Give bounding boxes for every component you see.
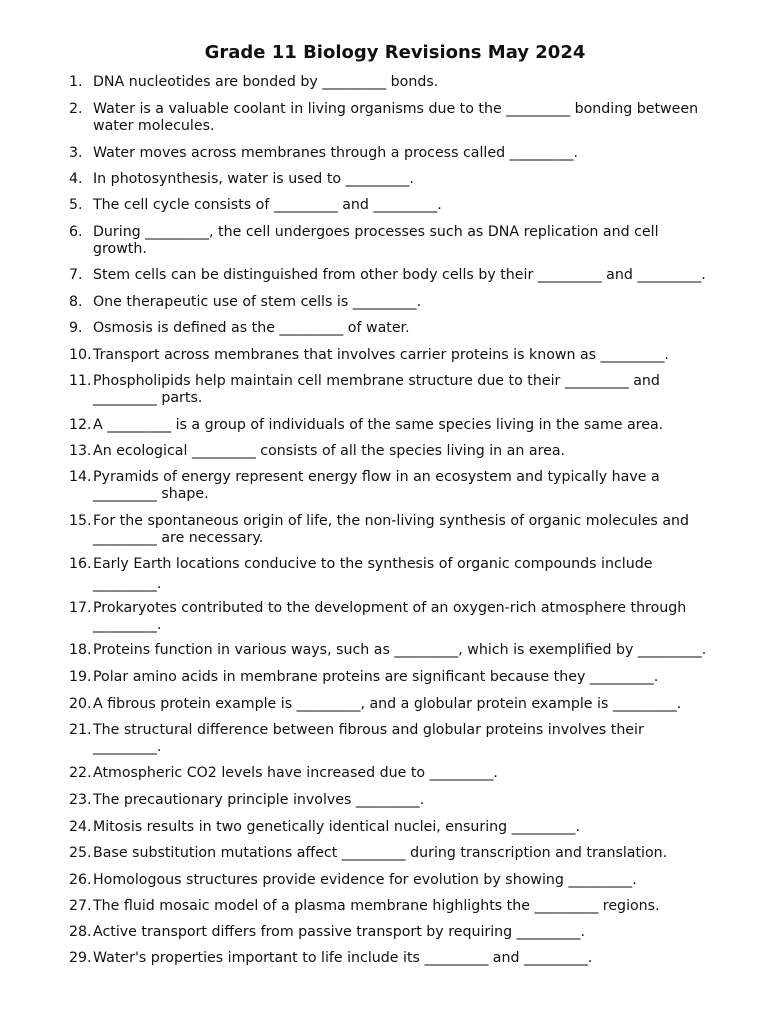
question-text [93, 600, 729, 634]
question-line: _________ shape. [93, 486, 209, 502]
question-text [93, 950, 729, 967]
question-line: Base substitution mutations affect _________ during transcription and translation. [93, 845, 668, 861]
question-line: An ecological _________ consists of all the species living in an area. [93, 443, 566, 459]
question-line: Prokaryotes contributed to the development of an oxygen-rich atmosphere through [93, 600, 687, 616]
question-text [93, 347, 729, 364]
question-line: water molecules. [93, 118, 215, 134]
question-text [93, 556, 729, 593]
question-number: 9. [69, 320, 83, 336]
question-line: During _________, the cell undergoes processes such as DNA replication and cell [93, 224, 659, 240]
question-line: Transport across membranes that involves carrier proteins is known as _________. [93, 347, 669, 363]
question-number: 17. [69, 600, 92, 616]
question-text [93, 171, 729, 188]
question-text [93, 513, 729, 547]
question-line: _________. [93, 576, 162, 592]
question-line: _________. [93, 617, 162, 633]
question-line: growth. [93, 241, 147, 257]
question-text [93, 74, 729, 91]
question-text [93, 819, 729, 836]
question-number: 29. [69, 950, 92, 966]
question-line: One therapeutic use of stem cells is _________. [93, 294, 422, 310]
question-number: 16. [69, 556, 92, 572]
question-line: Osmosis is defined as the _________ of water. [93, 320, 410, 336]
question-text [93, 101, 729, 135]
question-text [93, 696, 729, 713]
question-line: _________. [93, 739, 162, 755]
question-text [93, 845, 729, 862]
question-number: 21. [69, 722, 92, 738]
question-line: A _________ is a group of individuals of the same species living in the same area. [93, 417, 664, 433]
question-line: The fluid mosaic model of a plasma membrane highlights the _________ regions. [93, 898, 660, 914]
question-line: _________ parts. [93, 390, 203, 406]
question-text [93, 145, 729, 162]
question-line: In photosynthesis, water is used to _________. [93, 171, 414, 187]
question-line: Water's properties important to life include its _________ and _________. [93, 950, 593, 966]
question-line: Phospholipids help maintain cell membrane structure due to their _________ and [93, 373, 660, 389]
question-text [93, 792, 729, 809]
question-text [93, 765, 729, 782]
question-line: The precautionary principle involves _________. [93, 792, 425, 808]
question-line: DNA nucleotides are bonded by _________ bonds. [93, 74, 439, 90]
question-number: 4. [69, 171, 83, 187]
question-number: 13. [69, 443, 92, 459]
page-title: Grade 11 Biology Revisions May 2024 [204, 42, 586, 63]
question-number: 1. [69, 74, 83, 90]
question-line: Pyramids of energy represent energy flow in an ecosystem and typically have a [93, 469, 660, 485]
question-number: 8. [69, 294, 83, 310]
question-number: 15. [69, 513, 92, 529]
question-text [93, 197, 729, 214]
question-number: 6. [69, 224, 83, 240]
question-number: 3. [69, 145, 83, 161]
question-number: 7. [69, 267, 83, 283]
question-text [93, 469, 729, 503]
question-number: 26. [69, 872, 92, 888]
question-line: Proteins function in various ways, such as _________, which is exemplified by _________. [93, 642, 707, 658]
question-line: Active transport differs from passive transport by requiring _________. [93, 924, 586, 940]
question-number: 27. [69, 898, 92, 914]
question-text [93, 924, 729, 941]
question-text [93, 294, 729, 311]
question-text [93, 898, 729, 915]
question-line: Water moves across membranes through a process called _________. [93, 145, 578, 161]
question-number: 23. [69, 792, 92, 808]
question-text [93, 224, 729, 258]
question-number: 25. [69, 845, 92, 861]
question-line: The structural difference between fibrous and globular proteins involves their [93, 722, 644, 738]
question-line: Atmospheric CO2 levels have increased due to _________. [93, 765, 498, 781]
question-number: 19. [69, 669, 92, 685]
question-text [93, 417, 729, 434]
question-number: 5. [69, 197, 83, 213]
question-text [93, 642, 729, 659]
question-line: The cell cycle consists of _________ and _________. [93, 197, 442, 213]
question-text [93, 722, 729, 756]
question-line: A fibrous protein example is _________, and a globular protein example is _________. [93, 696, 682, 712]
question-number: 28. [69, 924, 92, 940]
question-number: 11. [69, 373, 92, 389]
question-text [93, 443, 729, 460]
question-line: For the spontaneous origin of life, the non-living synthesis of organic molecules and [93, 513, 690, 529]
question-text [93, 373, 729, 407]
question-line: Stem cells can be distinguished from other body cells by their _________ and _________. [93, 267, 706, 283]
question-number: 20. [69, 696, 92, 712]
question-number: 22. [69, 765, 92, 781]
question-line: Polar amino acids in membrane proteins are significant because they _________. [93, 669, 659, 685]
question-text [93, 267, 729, 284]
question-number: 18. [69, 642, 92, 658]
question-line: Water is a valuable coolant in living organisms due to the _________ bonding between [93, 101, 699, 117]
question-number: 10. [69, 347, 92, 363]
question-line: Homologous structures provide evidence for evolution by showing _________. [93, 872, 637, 888]
question-number: 24. [69, 819, 92, 835]
question-text [93, 872, 729, 889]
question-line: Mitosis results in two genetically identical nuclei, ensuring _________. [93, 819, 581, 835]
question-text [93, 320, 729, 337]
question-line: Early Earth locations conducive to the synthesis of organic compounds include [93, 556, 653, 572]
question-number: 2. [69, 101, 83, 117]
question-number: 14. [69, 469, 92, 485]
question-line: _________ are necessary. [93, 530, 264, 546]
question-number: 12. [69, 417, 92, 433]
question-text [93, 669, 729, 686]
